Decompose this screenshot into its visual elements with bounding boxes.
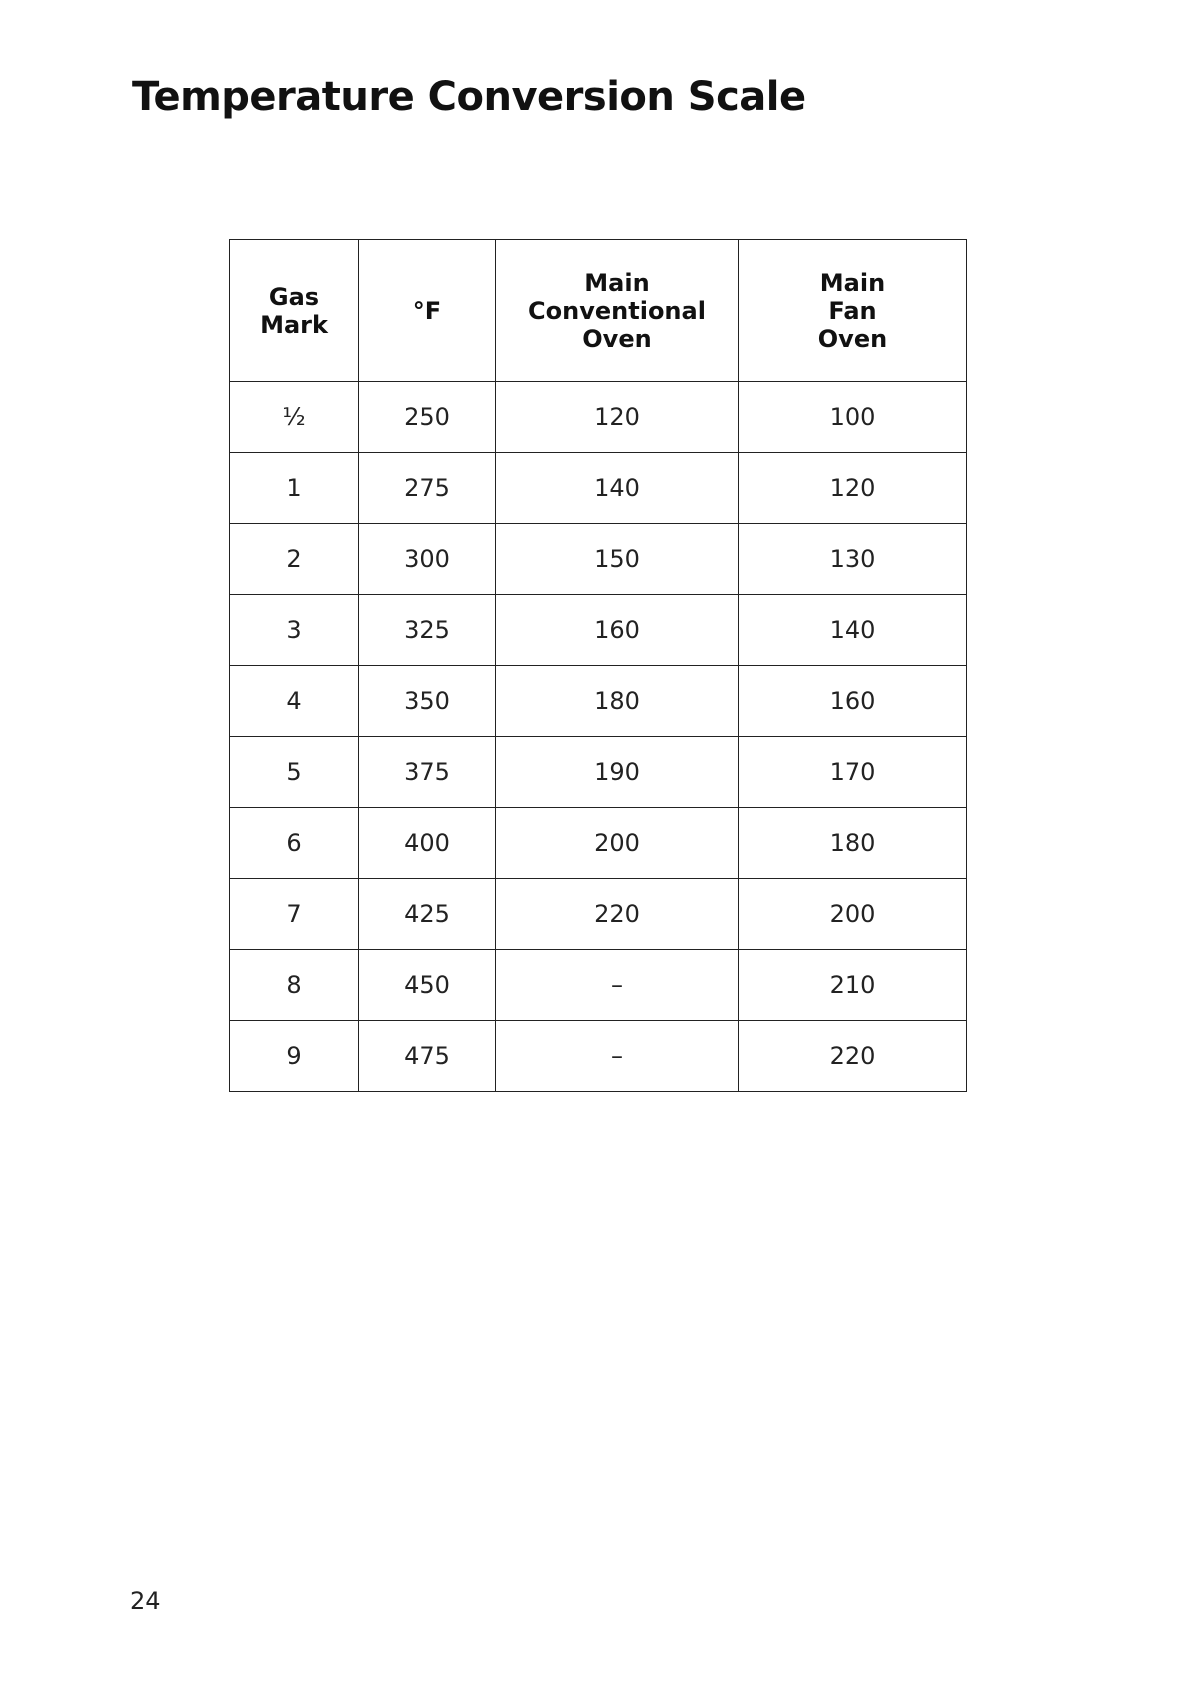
header-line: Fan	[828, 296, 877, 325]
gas-mark-cell: 9	[230, 1021, 359, 1092]
fahrenheit-cell: 450	[359, 950, 496, 1021]
conventional-oven-cell: 120	[496, 382, 739, 453]
table-row	[230, 453, 967, 524]
header-line: Oven	[817, 324, 888, 353]
gas-mark-cell: 7	[230, 879, 359, 950]
table-row	[230, 382, 967, 453]
gas-mark-cell: 2	[230, 524, 359, 595]
header-line: Main	[584, 268, 650, 297]
conventional-oven-cell: 200	[496, 808, 739, 879]
table-row	[230, 524, 967, 595]
fan-oven-cell: 210	[739, 950, 967, 1021]
gas-mark-cell: 5	[230, 737, 359, 808]
conventional-oven-cell: 150	[496, 524, 739, 595]
header-line: Gas	[268, 282, 320, 311]
fahrenheit-cell: 325	[359, 595, 496, 666]
fan-oven-cell: 140	[739, 595, 967, 666]
fan-oven-cell: 220	[739, 1021, 967, 1092]
gas-mark-cell: 3	[230, 595, 359, 666]
header-line: Oven	[582, 324, 652, 353]
header-main-fan-oven	[739, 240, 967, 382]
fahrenheit-cell: 375	[359, 737, 496, 808]
fan-oven-cell: 180	[739, 808, 967, 879]
temperature-conversion-table	[229, 239, 967, 1092]
fahrenheit-cell: 425	[359, 879, 496, 950]
gas-mark-cell: 6	[230, 808, 359, 879]
gas-mark-cell: 4	[230, 666, 359, 737]
fahrenheit-cell: 400	[359, 808, 496, 879]
fan-oven-cell: 200	[739, 879, 967, 950]
gas-mark-cell: 8	[230, 950, 359, 1021]
table-row	[230, 950, 967, 1021]
table-row	[230, 595, 967, 666]
conventional-oven-cell: 160	[496, 595, 739, 666]
gas-mark-cell: ½	[230, 382, 359, 453]
conventional-oven-cell: –	[496, 1021, 739, 1092]
fan-oven-cell: 170	[739, 737, 967, 808]
header-line: Conventional	[528, 296, 706, 325]
table-row	[230, 808, 967, 879]
fan-oven-cell: 120	[739, 453, 967, 524]
fan-oven-cell: 160	[739, 666, 967, 737]
table-row	[230, 737, 967, 808]
table-row	[230, 879, 967, 950]
table-row	[230, 1021, 967, 1092]
header-line: Mark	[260, 310, 328, 339]
fan-oven-cell: 100	[739, 382, 967, 453]
fahrenheit-cell: 250	[359, 382, 496, 453]
header-fahrenheit	[359, 240, 496, 382]
fahrenheit-cell: 300	[359, 524, 496, 595]
conventional-oven-cell: 180	[496, 666, 739, 737]
page-title: Temperature Conversion Scale	[132, 74, 806, 120]
conventional-oven-cell: –	[496, 950, 739, 1021]
page-number: 24	[130, 1587, 161, 1615]
fahrenheit-cell: 475	[359, 1021, 496, 1092]
table-row	[230, 666, 967, 737]
header-line: Main	[819, 268, 886, 297]
header-gas-mark	[230, 240, 359, 382]
conventional-oven-cell: 220	[496, 879, 739, 950]
table-header-row	[230, 240, 967, 382]
gas-mark-cell: 1	[230, 453, 359, 524]
fahrenheit-cell: 350	[359, 666, 496, 737]
fan-oven-cell: 130	[739, 524, 967, 595]
fahrenheit-cell: 275	[359, 453, 496, 524]
conventional-oven-cell: 140	[496, 453, 739, 524]
conventional-oven-cell: 190	[496, 737, 739, 808]
header-main-conventional-oven	[496, 240, 739, 382]
header-line: °F	[412, 296, 442, 325]
